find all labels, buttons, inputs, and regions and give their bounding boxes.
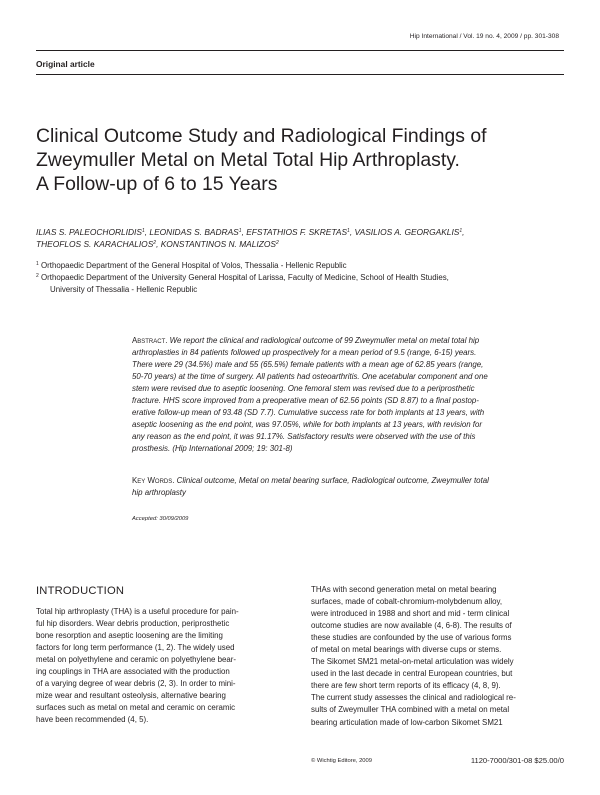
body-line: outcome studies are now available (4, 6-8). The results of [311,621,512,631]
body-line: have been recommended (4, 5). [36,715,149,725]
author-name: EFSTATHIOS F. SKRETAS [246,227,348,237]
affiliation-line [36,260,566,272]
abstract-line: 50-70 years) at the time of surgery. All patients had osteoarthritis. One acetabular component and one [132,372,488,382]
abstract-line: any reason as the end point, it was 91.17%. Satisfactory results were observed with the use of this [132,432,476,442]
body-line: bone resorption and aseptic loosening are the limiting [36,631,223,641]
affiliation-mark: 1 [36,261,39,267]
affiliation-text: University of Thessalia - Hellenic Republic [50,285,198,294]
title-line: Zweymuller Metal on Metal Total Hip Arthroplasty. [36,149,460,171]
author-affiliation-mark: 1 [238,228,242,234]
body-line: surfaces such as metal on metal and ceramic on ceramic [36,703,236,713]
title-line: A Follow-up of 6 to 15 Years [36,173,278,195]
author-name: ILIAS S. PALEOCHORLIDIS [36,227,142,237]
accepted-date: Accepted: 30/09/2009 [132,516,189,522]
body-line: of a varying degree of wear debris (2, 3). In order to mini- [36,679,236,689]
author-affiliation-mark: 2 [153,240,157,246]
body-line: ing couplings in THA are associated with the production [36,667,230,677]
body-line: of metal on metal bearings with diverse cups or stems. [311,645,502,655]
body-line: Total hip arthroplasty (THA) is a useful procedure for pain- [36,607,239,616]
abstract-line: stem were revised due to aseptic loosening. One femoral stem was revised due to a periprosthetic [132,384,475,394]
body-line: mize wear and resultant osteolysis, alternative bearing [36,691,226,701]
body-line: The Sikomet SM21 metal-on-metal articulation was widely [311,657,514,667]
author-list [36,226,566,250]
author-separator: , [144,227,150,237]
abstract-label: Abstract. [132,336,168,345]
body-line: sults of Zweymuller THA combined with a metal on metal [311,705,510,715]
author-name: LEONIDAS S. BADRAS [149,227,239,237]
abstract-line: fracture. HHS score improved from a preoperative mean of 62.56 points (SD 8.87) to a final postop- [132,396,479,406]
keywords-text: Clinical outcome, Metal on metal bearing surface, Radiological outcome, Zweymuller total [176,476,489,485]
article-title [36,124,566,196]
keywords [132,475,564,499]
body-line: The current study assesses the clinical and radiological re- [311,693,516,703]
affiliation-text: Orthopaedic Department of the University General Hospital of Larissa, Faculty of Medicine, School of Health Studies, [40,273,449,282]
body-line: there are few short term reports of its efficacy (4, 8, 9). [311,681,501,691]
affiliation-line [36,272,566,284]
abstract-line: erative follow-up mean of 93.48 (SD 7.7). Cumulative success rate for both implants at 13 years, with [132,408,485,418]
abstract-line: aseptic loosening as the end point, was 97.05%, while for both implants at 13 years, with revision for [132,420,483,430]
abstract [132,335,564,455]
author-name: KONSTANTINOS N. MALIZOS [160,239,276,249]
author-separator: , [349,227,355,237]
copyright-notice: © Wichtig Editore, 2009 [311,758,372,764]
author-name: VASILIOS A. GEORGAKLIS [354,227,460,237]
introduction-column-left [36,606,282,726]
author-separator: , [156,239,161,249]
header-rule-bottom [36,74,564,75]
body-line: these studies are confounded by the use of various forms [311,633,512,643]
author-affiliation-mark: 1 [459,228,463,234]
issn-code: 1120-7000/301-08 $25.00/0 [470,756,564,765]
affiliations [36,260,566,296]
body-line: metal on polyethylene and ceramic on polyethylene bear- [36,655,237,665]
author-affiliation-mark: 2 [275,240,279,246]
keywords-line: hip arthroplasty [132,488,186,498]
title-line: Clinical Outcome Study and Radiological Findings of [36,125,487,147]
author-line [36,226,566,238]
body-line: factors for long term performance (1, 2). The widely used [36,643,235,653]
section-label: Original article [36,59,95,69]
abstract-line [132,335,564,347]
affiliation-text: Orthopaedic Department of the General Hospital of Volos, Thessalia - Hellenic Republic [40,261,347,270]
author-separator: , [241,227,247,237]
header-rule-top [36,50,564,51]
body-line: bearing articulation made of low-carbon Sikomet SM21 [311,717,503,727]
introduction-column-right [311,584,566,729]
body-line: were introduced in 1988 and short and mid - term clinical [311,609,510,619]
author-affiliation-mark: 1 [347,228,350,234]
introduction-heading: INTRODUCTION [36,585,125,597]
affiliation-mark: 2 [36,273,39,279]
journal-reference: Hip International / Vol. 19 no. 4, 2009 / pp. 301-308 [409,33,559,40]
abstract-line: prosthesis. (Hip International 2009; 19: 301-8) [132,444,293,454]
body-line: used in the last decade in central European countries, but [311,669,513,679]
keywords-label: Key Words. [132,476,175,485]
affiliation-line [36,284,566,296]
author-affiliation-mark: 1 [141,228,145,234]
abstract-line: There were 29 (34.5%) male and 55 (65.5%) female patients with a mean age of 62.85 years (range, [132,360,484,370]
abstract-text: We report the clinical and radiological outcome of 99 Zweymuller metal on metal total hip [169,336,480,345]
keywords-line [132,475,564,487]
author-line [36,238,566,250]
abstract-line: arthroplasties in 84 patients followed up prospectively for a mean period of 9.5 (range, 6-15) years. [132,348,477,358]
author-separator: , [462,227,465,237]
body-line: surfaces, made of cobalt-chromium-molybdenum alloy, [311,597,503,607]
body-line: THAs with second generation metal on metal bearing [311,585,497,594]
body-line: ful hip disorders. Wear debris production, periprosthetic [36,619,230,629]
author-name: THEOFLOS S. KARACHALIOS [36,239,154,249]
